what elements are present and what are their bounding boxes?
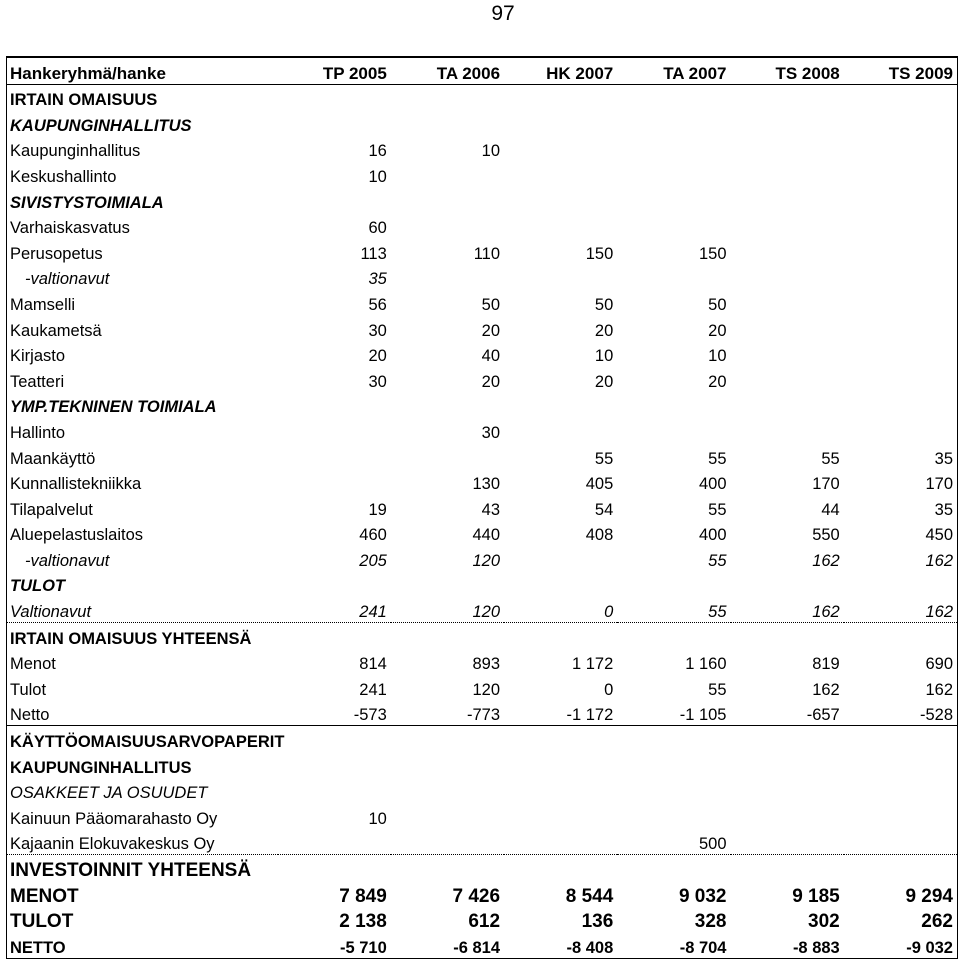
table-cell [504,392,617,418]
table-cell [278,84,391,110]
table-cell: 9 185 [792,885,840,907]
table-cell [617,84,730,110]
table-row [7,932,957,958]
table-cell [844,161,957,187]
row-label: Valtionavut [7,596,278,622]
table-cell [391,752,504,778]
table-header-row [7,58,957,84]
table-cell: 35 [934,449,953,468]
table-cell [278,623,391,649]
table-cell: -1 105 [617,700,730,726]
table-cell [278,778,391,804]
column-header-ts2009: TS 2009 [844,58,957,84]
table-cell: 162 [925,551,953,570]
table-cell [504,545,617,571]
table-cell [844,213,957,239]
table-row [7,264,957,290]
table-cell: 7 849 [339,885,387,907]
table-cell [391,571,504,597]
row-label: Teatteri [10,372,65,391]
table-cell [617,136,730,162]
table-cell [731,136,844,162]
table-row [7,700,957,726]
table-cell: 400 [698,475,727,494]
table-cell [731,341,844,367]
table-cell [278,752,391,778]
table-cell: 44 [821,500,840,519]
table-cell: 170 [925,475,953,494]
table-cell [844,366,957,392]
table-cell: 2 138 [339,911,387,933]
row-label: Kajaanin Elokuvakeskus Oy [7,829,278,855]
table-row [7,674,957,700]
table-cell: 460 [359,526,387,545]
table-cell: -6 814 [453,938,501,957]
table-row [7,341,957,367]
table-cell [731,213,844,239]
table-row [7,803,957,829]
table-cell: 110 [473,244,501,263]
table-cell: 205 [359,551,387,570]
table-cell: 20 [481,321,501,340]
table-cell [731,84,844,110]
table-cell [844,238,957,264]
table-cell [731,366,844,392]
table-cell: 20 [708,372,727,391]
table-cell: 20 [368,347,387,366]
table-cell [844,315,957,341]
table-cell: -528 [844,700,957,726]
table-cell: 120 [472,551,501,570]
table-cell [504,136,617,162]
table-cell: 612 [468,911,501,933]
table-cell [617,264,730,290]
table-cell: 893 [472,655,501,674]
table-row [7,907,957,933]
table-cell: 30 [368,372,387,391]
table-cell [617,855,730,881]
table-cell [391,778,504,804]
table-cell: 302 [808,911,840,933]
row-label: -valtionavut [25,270,110,289]
row-label: Mamselli [10,295,76,314]
table-cell [504,264,617,290]
table-row [7,881,957,907]
table-cell: 550 [812,526,840,545]
table-row [7,778,957,804]
row-label: SIVISTYSTOIMIALA [10,193,164,212]
row-label: Kirjasto [10,347,66,366]
table-cell [504,187,617,213]
table-cell [844,417,957,443]
table-cell [617,726,730,752]
column-header-ta2006: TA 2006 [391,58,504,84]
table-cell [731,392,844,418]
table-cell: 55 [594,449,614,468]
table-cell [844,752,957,778]
table-cell [391,84,504,110]
table-cell [391,213,504,239]
row-label: Keskushallinto [10,167,117,186]
table-row [7,289,957,315]
table-row [7,855,957,881]
row-label: Tulot [10,680,47,699]
table-cell [391,623,504,649]
table-cell: 10 [708,347,727,366]
row-label: TULOT [10,911,74,933]
table-cell [391,264,504,290]
table-cell [391,726,504,752]
table-cell [731,110,844,136]
table-row [7,417,957,443]
table-cell: 10 [481,142,501,161]
column-header-hk2007: HK 2007 [504,58,617,84]
row-label: Netto [7,700,278,726]
table-cell: 500 [617,829,730,855]
table-row [7,136,957,162]
table-cell: 8 544 [565,885,614,907]
row-label: Hallinto [10,423,66,442]
table-cell [617,623,730,649]
table-cell: -657 [731,700,844,726]
table-cell [844,264,957,290]
table-cell: 20 [481,372,501,391]
table-cell [844,187,957,213]
table-cell [504,855,617,881]
table-cell: 55 [821,449,840,468]
table-cell: 162 [812,551,840,570]
investment-table [7,58,957,958]
table-cell [844,829,957,855]
row-label: Maankäyttö [10,449,96,468]
table-cell [844,571,957,597]
table-cell: -8 883 [792,938,840,957]
table-cell [844,726,957,752]
table-cell: 19 [368,500,387,519]
table-cell [504,161,617,187]
table-cell: -773 [391,700,504,726]
table-cell [391,187,504,213]
row-label: TULOT [10,577,65,596]
table-cell [391,855,504,881]
table-cell: 0 [604,680,614,699]
table-row [7,829,957,855]
table-cell: 136 [581,911,614,933]
table-cell: 162 [925,680,953,699]
row-label: IRTAIN OMAISUUS [10,91,158,110]
table-body [7,84,957,958]
table-cell [504,110,617,136]
table-cell: 162 [812,680,840,699]
table-cell: 1 172 [571,655,614,674]
table-cell [617,778,730,804]
table-cell: 814 [359,655,387,674]
table-cell: -573 [278,700,391,726]
table-cell [391,443,504,469]
table-cell [844,136,957,162]
table-row [7,469,957,495]
table-cell: 55 [708,449,727,468]
table-cell: -5 710 [340,938,387,957]
table-cell [504,726,617,752]
table-cell: 113 [360,244,387,263]
table-cell [391,829,504,855]
row-label: Kaupunginhallitus [10,142,141,161]
table-row [7,392,957,418]
table-cell [278,829,391,855]
table-cell [278,726,391,752]
row-label: Menot [10,655,56,674]
table-cell: 10 [368,809,387,828]
table-row [7,161,957,187]
row-label: Varhaiskasvatus [10,219,130,238]
table-cell: -8 408 [566,938,614,957]
table-cell [504,803,617,829]
table-cell [731,315,844,341]
row-label: NETTO [10,938,66,957]
table-cell: 16 [368,142,387,161]
column-header-project: Hankeryhmä/hanke [7,58,278,84]
table-cell: 150 [585,244,614,263]
table-cell [731,855,844,881]
row-label: KAUPUNGINHALLITUS [10,116,192,135]
table-cell: 162 [844,596,957,622]
table-cell [844,341,957,367]
table-row [7,187,957,213]
table-cell [844,803,957,829]
table-cell [731,623,844,649]
table-cell: 50 [594,295,614,314]
table-cell: 162 [731,596,844,622]
table-cell: 20 [594,372,614,391]
table-cell [504,778,617,804]
table-cell: 55 [708,500,727,519]
table-cell [504,571,617,597]
table-cell [504,84,617,110]
table-cell [844,110,957,136]
table-row [7,84,957,110]
table-cell [731,803,844,829]
table-cell: 440 [472,526,501,545]
table-cell [278,417,391,443]
table-cell: 241 [278,596,391,622]
table-cell [731,289,844,315]
table-cell: 55 [708,551,727,570]
table-cell: 819 [812,655,840,674]
table-cell [617,752,730,778]
table-cell [504,829,617,855]
table-cell [278,443,391,469]
table-cell [504,417,617,443]
table-cell [278,187,391,213]
investment-table-sheet [6,56,958,959]
table-row [7,110,957,136]
table-cell: 0 [504,596,617,622]
table-cell [731,264,844,290]
row-label: Tilapalvelut [10,500,93,519]
row-label: MENOT [10,885,79,907]
table-cell [844,289,957,315]
table-row [7,520,957,546]
table-cell [844,392,957,418]
table-cell: 40 [481,347,501,366]
table-cell: 9 032 [678,885,727,907]
table-cell [391,161,504,187]
row-label: Aluepelastuslaitos [10,526,143,545]
table-row [7,443,957,469]
table-cell [391,392,504,418]
table-cell: 10 [594,347,614,366]
table-cell: 20 [594,321,614,340]
table-row [7,726,957,752]
table-cell: 120 [391,596,504,622]
table-row [7,571,957,597]
table-cell: 55 [708,680,727,699]
table-cell: 408 [585,526,614,545]
table-cell [278,855,391,881]
table-cell [278,469,391,495]
table-cell [278,392,391,418]
table-cell: 35 [934,500,953,519]
table-cell: -1 172 [504,700,617,726]
table-cell: 50 [481,295,501,314]
table-cell: 1 160 [685,655,727,674]
table-row [7,545,957,571]
table-cell: 43 [481,500,501,519]
table-cell: 56 [368,295,387,314]
table-cell [844,778,957,804]
table-cell [731,571,844,597]
table-cell: 20 [708,321,727,340]
table-row [7,238,957,264]
column-header-tp2005: TP 2005 [278,58,391,84]
table-cell: 7 426 [452,885,501,907]
table-cell: 55 [617,596,730,622]
table-cell [504,752,617,778]
table-cell [731,238,844,264]
table-cell: 150 [698,244,727,263]
table-cell: 50 [708,295,727,314]
table-cell [731,726,844,752]
table-cell [731,778,844,804]
table-cell: 10 [368,167,387,186]
table-cell [617,110,730,136]
table-cell [617,213,730,239]
table-cell [844,623,957,649]
table-cell: 30 [368,321,387,340]
table-cell [617,571,730,597]
row-label: OSAKKEET JA OSUUDET [10,784,208,803]
row-label: IRTAIN OMAISUUS YHTEENSÄ [10,629,252,648]
table-cell: 60 [368,219,387,238]
table-cell: 170 [812,475,840,494]
table-row [7,752,957,778]
table-row [7,623,957,649]
table-cell: 35 [368,270,387,289]
table-cell: 30 [481,423,501,442]
table-cell: 241 [359,680,387,699]
row-label: YMP.TEKNINEN TOIMIALA [10,398,217,417]
table-cell: 54 [594,500,614,519]
table-cell [278,110,391,136]
table-row [7,596,957,622]
row-label: Perusopetus [10,244,103,263]
table-cell [731,829,844,855]
table-row [7,494,957,520]
table-cell [278,571,391,597]
table-row [7,649,957,675]
table-cell [617,392,730,418]
row-label: Kainuun Pääomarahasto Oy [10,809,218,828]
table-cell: -8 704 [679,938,727,957]
table-cell: 328 [694,911,727,933]
table-cell [617,417,730,443]
table-cell [617,803,730,829]
table-cell [617,161,730,187]
table-cell [731,752,844,778]
table-cell [504,213,617,239]
table-cell [731,161,844,187]
table-cell: 405 [585,475,614,494]
column-header-ta2007: TA 2007 [617,58,730,84]
table-cell: -9 032 [906,938,953,957]
column-header-ts2008: TS 2008 [731,58,844,84]
table-cell: 130 [472,475,501,494]
table-cell [617,187,730,213]
row-label: -valtionavut [25,551,110,570]
table-cell: 262 [921,911,953,933]
row-label: Kunnallistekniikka [10,475,142,494]
table-cell [391,110,504,136]
table-cell: 690 [925,655,953,674]
table-row [7,366,957,392]
table-cell [731,417,844,443]
table-cell [504,623,617,649]
table-cell [844,84,957,110]
table-cell [844,855,957,881]
table-cell: 400 [698,526,727,545]
table-cell: 450 [925,526,953,545]
table-cell: 9 294 [905,885,953,907]
table-row [7,213,957,239]
row-label: INVESTOINNIT YHTEENSÄ [10,860,252,881]
table-cell: 120 [472,680,501,699]
table-row [7,315,957,341]
page-number: 97 [491,2,515,25]
row-label: KAUPUNGINHALLITUS [10,758,192,777]
row-label: KÄYTTÖOMAISUUSARVOPAPERIT [10,733,285,752]
table-cell [391,803,504,829]
table-cell [731,187,844,213]
row-label: Kaukametsä [10,321,102,340]
